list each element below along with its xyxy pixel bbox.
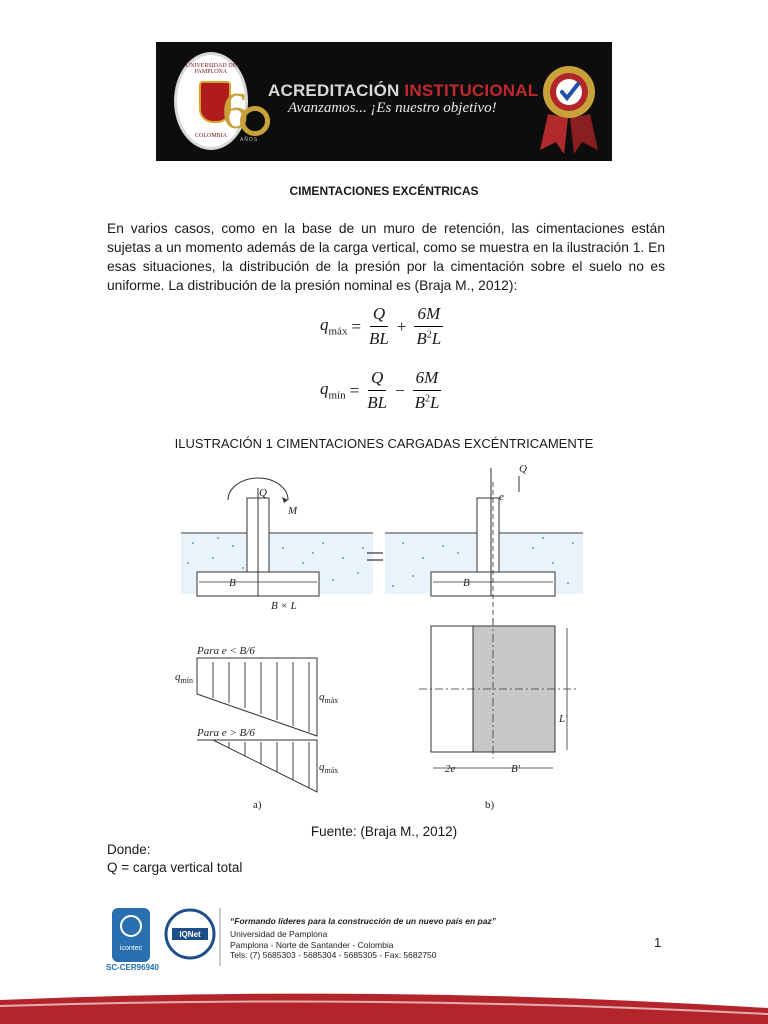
figure-source: Fuente: (Braja M., 2012)	[310, 824, 458, 839]
label-part-b: b)	[485, 799, 495, 811]
label-B-right: B	[463, 577, 470, 589]
iqnet-text: IQNet	[179, 930, 201, 939]
formula-qmin-frac2: $\frac{6M}{B^2L}$	[414, 368, 440, 412]
label-case1: Para e < B/6	[197, 645, 255, 657]
banner-title-part1: ACREDITACIÓN	[268, 81, 400, 100]
formula-qmax: $q_{máx}$ = $\frac{Q}{BL}$ + $\frac{6M}{B^2L}$	[320, 304, 442, 348]
label-B-left: B	[229, 577, 236, 589]
footer-slogan: “Formando líderes para la construcción de un nuevo país en paz”	[230, 916, 496, 926]
figure-caption: ILUSTRACIÓN 1 CIMENTACIONES CARGADAS EXCÉNTRICAMENTE	[174, 436, 594, 451]
formula-qmin-frac1: $\frac{Q}{BL}$	[367, 368, 388, 412]
formula-qmin-lhs: $q_{mín}$	[320, 379, 346, 402]
banner-subtitle: Avanzamos... ¡Es nuestro objetivo!	[288, 100, 497, 116]
label-qmax-1: $q_{máx}$	[319, 691, 339, 705]
eccentric-foundation-figure	[173, 458, 591, 822]
label-qmin: $q_{mín}$	[175, 671, 193, 685]
accreditation-badge-icon	[538, 54, 600, 154]
page-number: 1	[654, 935, 662, 950]
footer-address	[230, 929, 437, 961]
icontec-text: icontec	[119, 945, 143, 952]
formula-qmin: $q_{mín}$ = $\frac{Q}{BL}$ − $\frac{6M}{B^2L}$	[320, 368, 440, 412]
footer-location: Pamplona - Norte de Santander - Colombia	[230, 939, 394, 950]
definition-q: Q = carga vertical total	[107, 860, 243, 875]
footer-university: Universidad de Pamplona	[230, 929, 328, 939]
label-part-a: a)	[253, 799, 262, 811]
footer-phones: Tels: (7) 5685303 - 5685304 - 5685305 - Fax: 5682750	[230, 950, 437, 960]
label-e: e	[499, 491, 504, 503]
label-Q-left: Q	[259, 487, 267, 499]
label-qmax-2: $q_{máx}$	[319, 761, 339, 775]
seal-text-bottom: COLOMBIA	[194, 133, 227, 139]
anniversary-60-logo: 6	[222, 83, 248, 140]
label-Lprime: L′	[559, 713, 568, 725]
intro-paragraph: En varios casos, como en la base de un muro de retención, las cimentaciones están sujetas a un momento además de la carga vertical, como se muestra en la ilustración 1. En esas situaciones, la distribución de la presión por la cimentación sobre el suelo no es uniforme. La distribución de la presión nominal es (Braja M., 2012):	[107, 221, 665, 293]
anniversary-zero-ring	[240, 106, 270, 136]
donde-label: Donde:	[107, 842, 151, 857]
footer-wave-decoration	[0, 986, 768, 1024]
label-Q-right: Q	[519, 463, 527, 475]
formula-qmax-frac2: $\frac{6M}{B^2L}$	[416, 304, 442, 348]
label-2e: 2e	[445, 763, 456, 775]
formula-qmax-lhs: $q_{máx}$	[320, 315, 348, 338]
label-M: M	[288, 505, 298, 517]
label-case2: Para e > B/6	[197, 727, 255, 739]
label-Bprime: B′	[511, 763, 521, 775]
anniversary-label: AÑOS	[240, 137, 259, 143]
column-stem-right	[477, 498, 499, 572]
header-banner	[156, 42, 612, 161]
document-title: CIMENTACIONES EXCÉNTRICAS	[289, 184, 479, 198]
seal-text-top: UNIVERSIDAD DE PAMPLONA	[185, 63, 237, 75]
formula-qmax-frac1: $\frac{Q}{BL}$	[369, 304, 389, 348]
banner-title	[268, 81, 538, 101]
footing-right	[431, 572, 555, 596]
cert-code: SC-CER96940	[106, 963, 159, 972]
banner-title-part2: INSTITUCIONAL	[404, 81, 539, 100]
label-BxL: B × L	[271, 600, 297, 612]
